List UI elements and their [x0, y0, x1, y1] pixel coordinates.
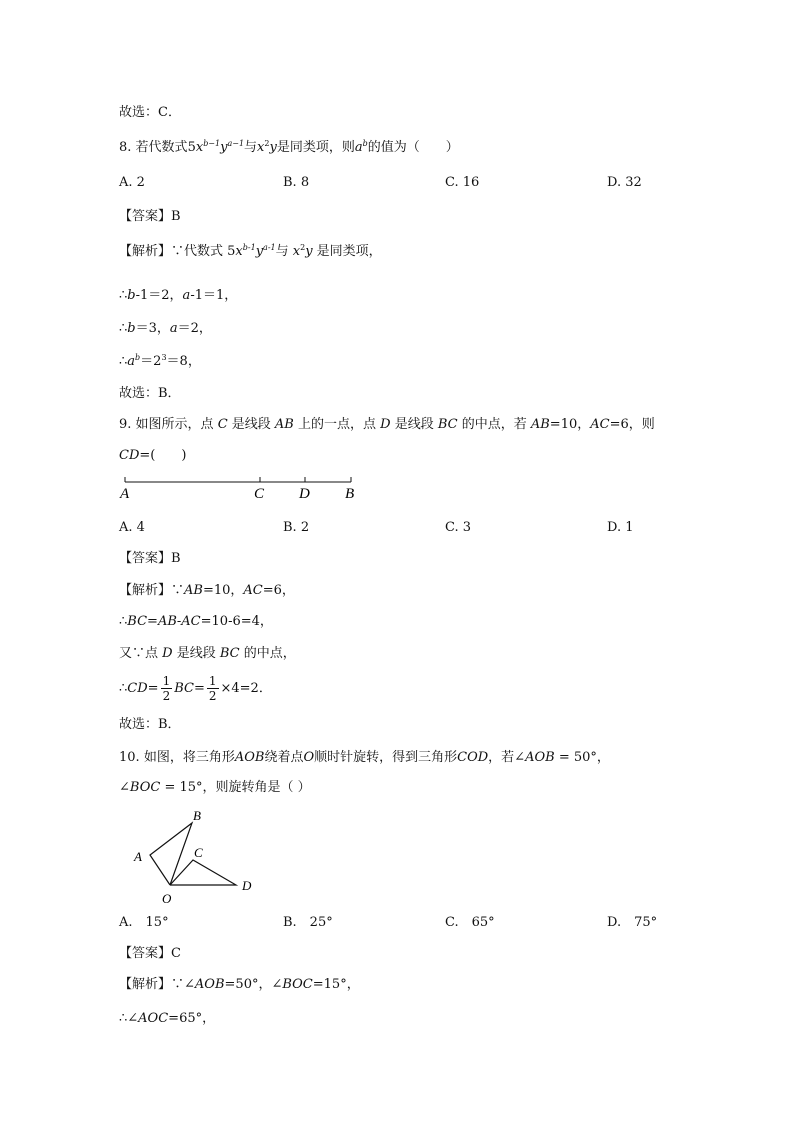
q9-stem-AB: AB [274, 417, 294, 432]
q9-line4-b: = [147, 681, 159, 696]
q10-option-a[interactable]: A. 15° [119, 915, 169, 930]
q9-analysis-line-2 [119, 613, 273, 631]
q10-label-o: O [162, 891, 172, 906]
q10-line1-a: ∵∠ [171, 977, 195, 992]
q10-stem-COD: COD [457, 750, 489, 765]
q9-stem-BC: BC [437, 417, 458, 432]
q10-stem-a: 如图，将三角形 [143, 750, 235, 765]
q8-step-1 [119, 287, 237, 305]
q9-stem-AB2: AB [530, 417, 550, 432]
q9-stem-C: C [217, 417, 228, 432]
q8-stem [119, 139, 459, 157]
q8-analysis-xexp: b-1 [242, 243, 256, 252]
q9-stem-e: 的中点，若 [457, 417, 531, 432]
q8-stem-with: 与 [244, 140, 258, 155]
q8-step1-b: b [127, 288, 136, 303]
q9-label-a: A [120, 486, 130, 502]
q8-expr1-coef: 5 [187, 140, 196, 155]
q9-line1-a: ∵ [171, 583, 185, 598]
q8-step1-a: ∴ [119, 288, 128, 303]
q8-step-3 [119, 353, 201, 371]
q8-analysis [119, 243, 382, 261]
q10-stem2-b: = 15°，则旋转角是（ ） [160, 780, 311, 795]
q8-step3-bexp: b [135, 353, 141, 362]
q8-step3-a: ∴ [119, 354, 128, 369]
q8-analysis-y: y [255, 244, 264, 259]
q8-answer: 【答案】B [119, 209, 181, 224]
q10-stem-d: ，若∠ [488, 750, 526, 765]
q8-step2-b: b [127, 321, 136, 336]
q8-expr1-xexp: b−1 [203, 139, 221, 148]
q8-step1-d: a [182, 288, 191, 303]
q10-line1-AOB: AOB [194, 977, 225, 992]
q9-analysis-line-3 [119, 645, 296, 663]
q9-line1-AB: AB [184, 583, 203, 598]
q9-fraction-1 [161, 674, 173, 703]
q9-line1-AC: AC [243, 583, 263, 598]
q9-label-c: C [254, 486, 265, 502]
q9-stem-a: 如图所示，点 [135, 417, 218, 432]
q10-stem-b: 绕着点 [264, 750, 304, 765]
q9-stem2-CD: CD [119, 448, 140, 463]
q10-rotation-figure [128, 803, 268, 909]
q8-step2-d: a [169, 321, 178, 336]
q10-analysis-line-2 [119, 1010, 215, 1028]
q8-number: 8. [119, 140, 136, 155]
q9-stem-b: 是线段 [227, 417, 275, 432]
q8-step2-c: ＝3， [135, 321, 170, 336]
q10-line1-b: =50°，∠ [224, 977, 283, 992]
q9-line3-c: 的中点， [239, 646, 296, 661]
q8-result-base: a [354, 140, 363, 155]
q9-line3-BC: BC [219, 646, 240, 661]
q8-option-d[interactable]: D. 32 [607, 175, 642, 190]
q8-expr2-y: y [269, 140, 277, 155]
q9-stem-D: D [380, 417, 391, 432]
q10-stem2-a: ∠ [119, 780, 130, 795]
q10-option-d[interactable]: D. 75° [607, 915, 658, 930]
q10-stem-O: O [303, 750, 315, 765]
q10-stem-AOB: AOB [234, 750, 265, 765]
q10-stem-AOB2: AOB [525, 750, 555, 765]
q9-line4-c: = [193, 681, 205, 696]
q10-triangle-cod [170, 860, 236, 885]
q10-line2-a: ∴∠ [119, 1011, 139, 1026]
q8-stem-text-2: 是同类项，则 [276, 140, 355, 155]
q8-expr2-x: x [257, 140, 265, 155]
q10-stem-line-2 [119, 779, 311, 797]
q8-analysis-label: 【解析】 [119, 244, 172, 259]
q8-analysis-yexp: a-1 [263, 243, 276, 252]
q8-step3-d: ＝8， [166, 354, 201, 369]
q8-stem-text-3: 的值为（ ） [367, 140, 459, 155]
q10-stem-e: = 50°， [554, 750, 610, 765]
q9-frac1-den: 2 [162, 689, 171, 703]
q10-label-b: B [193, 808, 201, 823]
q9-label-d: D [299, 486, 310, 502]
q9-line4-d: ×4=2． [220, 681, 272, 696]
q9-line2-AC: AC [181, 614, 201, 629]
q8-step1-c: -1＝2， [135, 288, 183, 303]
q8-step2-a: ∴ [119, 321, 128, 336]
q9-line2-BC: BC [127, 614, 148, 629]
q9-line2-AB: AB [157, 614, 177, 629]
q9-frac1-num: 1 [162, 674, 171, 688]
q8-expr1-y: y [220, 140, 228, 155]
q8-expr1-x: x [195, 140, 204, 155]
q9-stem [119, 416, 655, 434]
q9-segment-figure [115, 472, 365, 504]
q8-analysis-text-1: ∵代数式 5 [171, 244, 236, 259]
q10-label-c: C [194, 845, 203, 860]
q8-analysis-text-2: 与 [275, 244, 293, 259]
q9-fraction-2 [207, 674, 219, 703]
q10-option-c[interactable]: C. 65° [445, 915, 495, 930]
q8-option-c[interactable]: C. 16 [445, 175, 480, 190]
q10-label-a: A [134, 849, 142, 864]
q9-frac2-num: 1 [208, 674, 217, 688]
q9-frac2-den: 2 [208, 689, 217, 703]
q9-line2-c: - [176, 614, 182, 629]
q9-stem-g: =6，则 [609, 417, 655, 432]
q10-answer: 【答案】C [119, 946, 181, 961]
q8-stem-text-1: 若代数式 [135, 140, 188, 155]
q9-stem-f: =10， [549, 417, 591, 432]
q8-analysis-x: x [235, 244, 243, 259]
q10-label-d: D [242, 878, 252, 893]
q7-conclusion: 故选：C． [119, 105, 181, 120]
q9-line2-a: ∴ [119, 614, 128, 629]
q10-line1-c: =15°， [312, 977, 360, 992]
q10-number: 10. [119, 750, 144, 765]
q8-expr1-yexp: a−1 [227, 139, 245, 148]
q10-triangle-aob [150, 823, 192, 885]
q9-analysis-label: 【解析】 [119, 583, 172, 598]
q8-step1-e: -1＝1， [190, 288, 238, 303]
q9-analysis-line-1 [119, 582, 295, 600]
q9-line2-d: =10-6=4， [200, 614, 273, 629]
q10-stem-c: 顺时针旋转，得到三角形 [314, 750, 458, 765]
q9-line4-CD: CD [127, 681, 148, 696]
q8-analysis-text-3: 是同类项， [312, 244, 382, 259]
q8-conclusion: 故选：B． [119, 386, 181, 401]
q9-conclusion: 故选：B． [119, 717, 181, 732]
q8-result-exp: b [362, 139, 368, 148]
q8-expr2-xexp: 2 [264, 139, 270, 148]
q8-analysis-x2: x [292, 244, 301, 259]
q8-option-b[interactable]: B. 8 [283, 175, 310, 190]
q9-answer: 【答案】B [119, 551, 181, 566]
q8-step3-c: ＝2 [140, 354, 162, 369]
q10-analysis-line-1 [119, 976, 360, 994]
q9-option-c[interactable]: C. 3 [445, 520, 472, 535]
q9-line1-c: =6， [262, 583, 295, 598]
q10-stem [119, 749, 610, 767]
q8-step2-e: ＝2， [177, 321, 212, 336]
q10-line2-AOC: AOC [138, 1011, 169, 1026]
q9-line1-b: =10， [202, 583, 244, 598]
q8-analysis-x2exp: 2 [300, 243, 306, 252]
q9-stem-c: 上的一点，点 [293, 417, 381, 432]
q9-stem-AC: AC [590, 417, 610, 432]
q8-step-2 [119, 320, 212, 338]
q10-option-b[interactable]: B. 25° [283, 915, 333, 930]
q9-number: 9. [119, 417, 136, 432]
q9-line4-a: ∴ [119, 681, 128, 696]
q9-line3-a: 又∵点 [119, 646, 163, 661]
q9-stem-d: 是线段 [390, 417, 438, 432]
q10-analysis-label: 【解析】 [119, 977, 172, 992]
q8-analysis-y2: y [305, 244, 313, 259]
q9-option-d[interactable]: D. 1 [607, 520, 634, 535]
q9-line2-b: = [147, 614, 158, 629]
q8-step3-b: a [127, 354, 136, 369]
q8-option-a[interactable]: A. 2 [119, 175, 145, 190]
q9-label-b: B [345, 486, 355, 502]
q10-line2-b: =65°， [168, 1011, 216, 1026]
q8-step3-cexp: 3 [161, 353, 167, 362]
q9-option-a[interactable]: A. 4 [119, 520, 145, 535]
q9-analysis-line-4 [119, 673, 272, 705]
q9-line4-BC: BC [174, 681, 194, 696]
q9-stem-line-2 [119, 447, 186, 465]
q9-line3-b: 是线段 [172, 646, 220, 661]
q9-line3-D: D [162, 646, 173, 661]
q10-line1-BOC: BOC [282, 977, 313, 992]
q9-option-b[interactable]: B. 2 [283, 520, 310, 535]
q9-stem2-a: =( ) [139, 448, 187, 463]
q10-stem2-BOC: BOC [129, 780, 161, 795]
